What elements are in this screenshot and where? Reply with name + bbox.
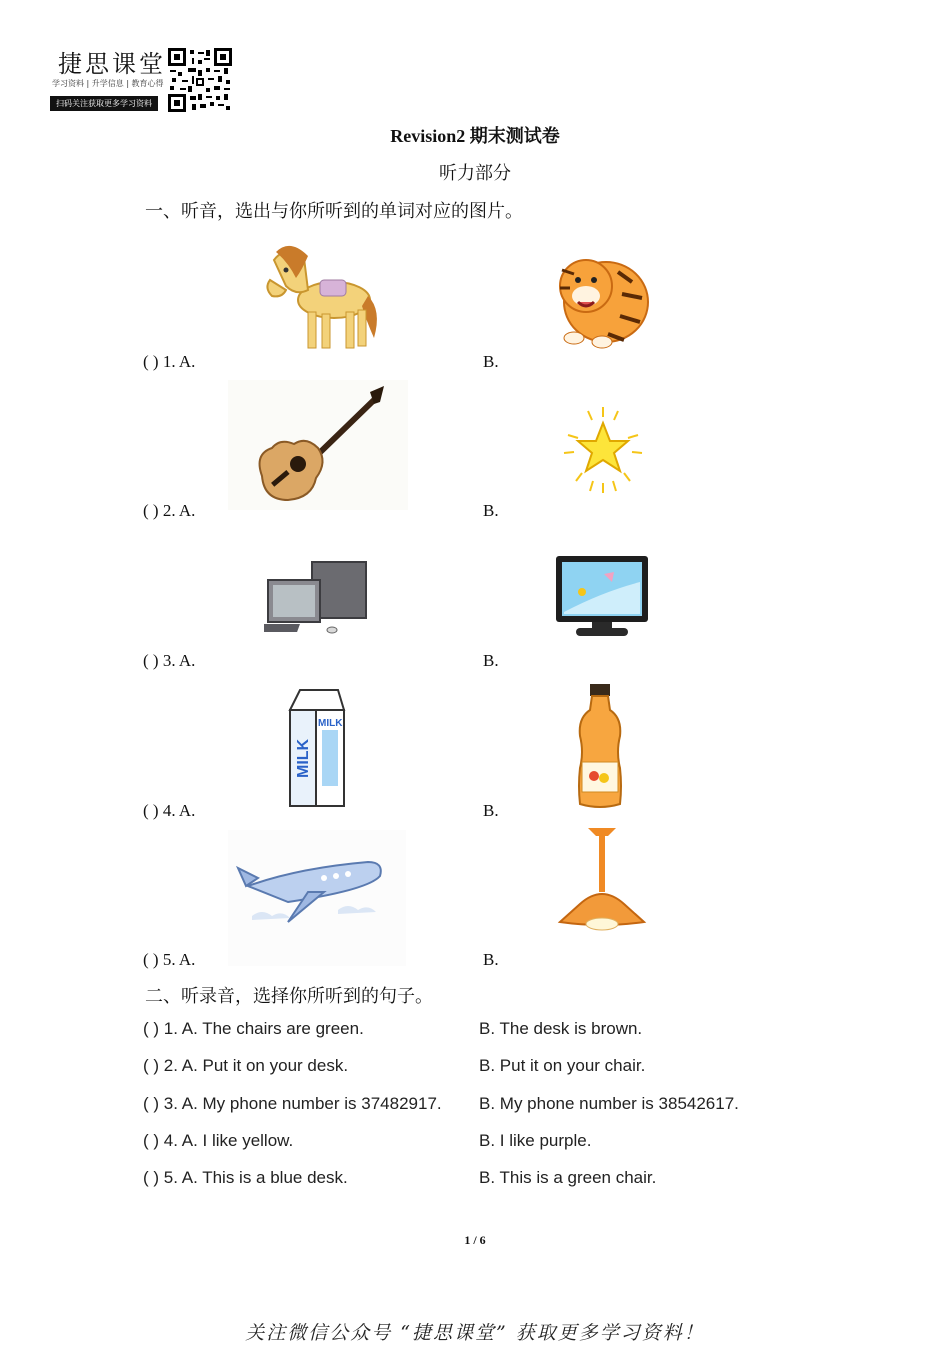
- logo-subtitle: 学习资料 | 升学信息 | 教育心得: [52, 79, 164, 88]
- s1-q5-label: ( ) 5. A.: [143, 950, 196, 969]
- s1-q2-label: ( ) 2. A.: [143, 501, 196, 520]
- guitar-icon: [228, 380, 408, 510]
- s2-q3-option-b: B. My phone number is 38542617.: [479, 1094, 739, 1113]
- svg-text:MILK: MILK: [295, 738, 312, 778]
- svg-text:MILK: MILK: [318, 718, 343, 729]
- logo-title: 捷思课堂: [58, 50, 166, 78]
- s1-q4-b-label: B.: [483, 801, 499, 820]
- s2-q5-option-b: B. This is a green chair.: [479, 1168, 657, 1187]
- section-subtitle: 听力部分: [439, 163, 511, 183]
- section2-heading: 二、听录音，选择你所听到的句子。: [145, 986, 433, 1006]
- s2-q2-option-a: ( ) 2. A. Put it on your desk.: [143, 1056, 349, 1075]
- milk-carton-icon: [286, 686, 348, 810]
- s1-q5-b-label: B.: [483, 950, 499, 969]
- footer-note: 关注微信公众号 “捷思课堂” 获取更多学习资料！: [245, 1322, 705, 1344]
- lamp-icon: [556, 826, 648, 936]
- s1-q1-b-label: B.: [483, 352, 499, 371]
- section1-heading: 一、听音，选出与你所听到的单词对应的图片。: [145, 201, 523, 221]
- page-number: 1 / 6: [464, 1233, 486, 1247]
- logo-banner: 扫码关注获取更多学习资料: [50, 96, 158, 111]
- horse-icon: [256, 240, 384, 358]
- airplane-icon: [228, 830, 406, 966]
- s2-q5-option-a: ( ) 5. A. This is a blue desk.: [143, 1168, 348, 1187]
- star-icon: [558, 405, 648, 495]
- page-title: Revision2 期末测试卷: [390, 126, 560, 146]
- s2-q1-option-a: ( ) 1. A. The chairs are green.: [143, 1019, 364, 1038]
- juice-bottle-icon: [576, 682, 624, 812]
- s2-q1-option-b: B. The desk is brown.: [479, 1019, 643, 1038]
- tiger-icon: [548, 242, 652, 354]
- tv-icon: [552, 552, 652, 640]
- s1-q4-label: ( ) 4. A.: [143, 801, 196, 820]
- s1-q2-b-label: B.: [483, 501, 499, 520]
- s1-q3-label: ( ) 3. A.: [143, 651, 196, 670]
- s2-q4-option-a: ( ) 4. A. I like yellow.: [143, 1131, 294, 1150]
- s1-q1-label: ( ) 1. A.: [143, 352, 196, 371]
- s1-q3-b-label: B.: [483, 651, 499, 670]
- computer-icon: [264, 558, 370, 640]
- s2-q2-option-b: B. Put it on your chair.: [479, 1056, 646, 1075]
- s2-q3-option-a: ( ) 3. A. My phone number is 37482917.: [143, 1094, 442, 1113]
- s2-q4-option-b: B. I like purple.: [479, 1131, 592, 1150]
- qr-code-icon: [168, 48, 232, 112]
